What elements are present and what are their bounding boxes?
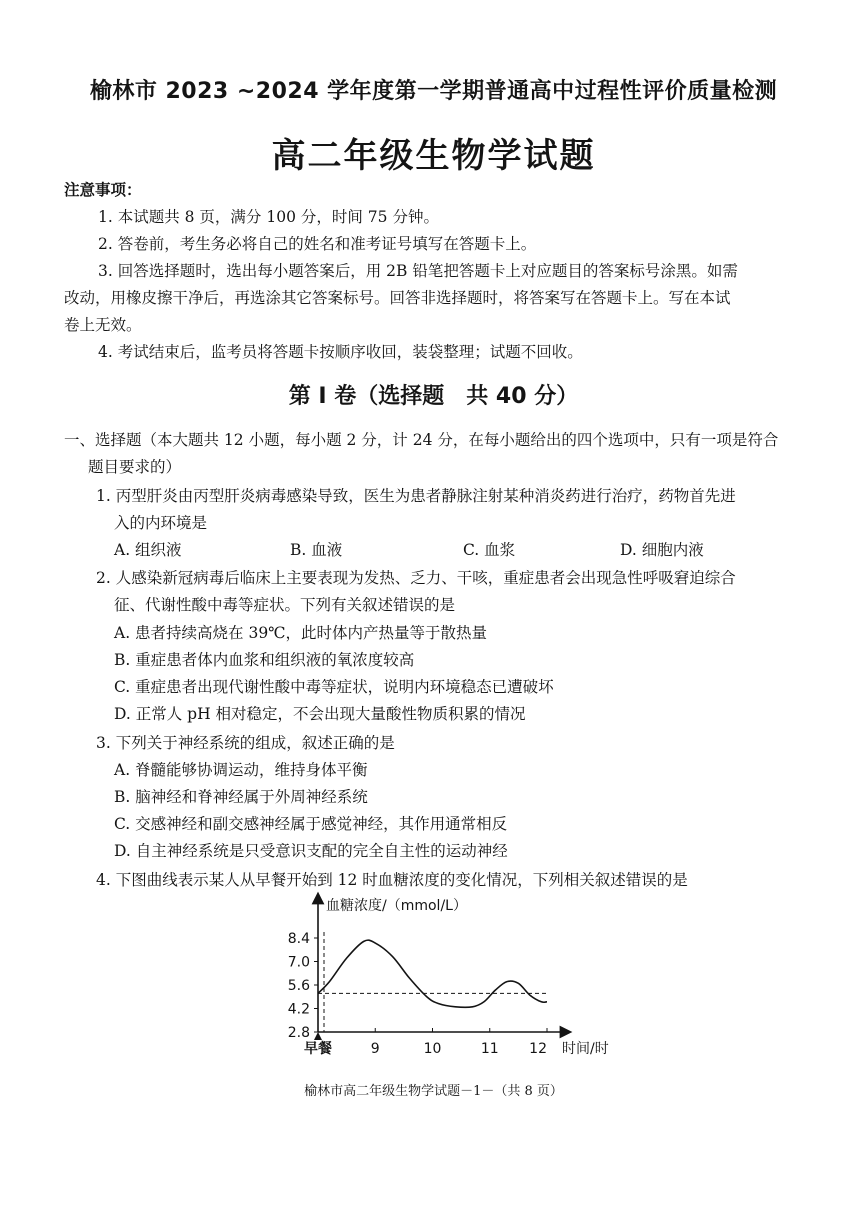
notice-item-2: 2. 答卷前，考生务必将自己的姓名和准考证号填写在答题卡上。: [98, 235, 537, 253]
question-4-stem: 4. 下图曲线表示某人从早餐开始到 12 时血糖浓度的变化情况，下列相关叙述错误的是: [96, 871, 688, 889]
question-1-option-c: C. 血浆: [463, 541, 516, 559]
x-tick-label: 9: [370, 1041, 380, 1057]
question-2-option-b: B. 重症患者体内血浆和组织液的氧浓度较高: [114, 651, 415, 669]
y-tick-label: 2.8: [287, 1025, 310, 1041]
question-3-option-a: A. 脊髓能够协调运动，维持身体平衡: [114, 761, 368, 779]
question-1-option-b: B. 血液: [290, 541, 343, 559]
notice-heading: 注意事项：: [64, 180, 142, 199]
y-tick-label: 8.4: [287, 931, 310, 947]
notice-item-1: 1. 本试题共 8 页，满分 100 分，时间 75 分钟。: [98, 208, 439, 226]
question-2-option-d: D. 正常人 pH 相对稳定，不会出现大量酸性物质积累的情况: [114, 705, 526, 723]
exam-title: 高二年级生物学试题: [271, 136, 596, 176]
question-1-stem-line-2: 入的内环境是: [114, 514, 208, 532]
y-tick-label: 7.0: [287, 954, 310, 971]
blood-glucose-chart: [262, 890, 622, 1068]
notice-item-3-line-1: 3. 回答选择题时，选出每小题答案后，用 2B 铅笔把答题卡上对应题目的答案标号涂黑。如需: [98, 262, 738, 280]
x-axis-label: 时间/时: [562, 1041, 609, 1057]
exam-header: 榆林市 2023 ~2024 学年度第一学期普通高中过程性评价质量检测: [89, 79, 778, 104]
section-title: 第 Ⅰ 卷（选择题 共 40 分）: [288, 384, 579, 409]
x-tick-label: 10: [423, 1041, 442, 1057]
question-3-option-d: D. 自主神经系统是只受意识支配的完全自主性的运动神经: [114, 842, 508, 860]
question-2-option-a: A. 患者持续高烧在 39℃，此时体内产热量等于散热量: [114, 624, 488, 642]
question-1-option-d: D. 细胞内液: [620, 541, 704, 559]
question-2-stem-line-2: 征、代谢性酸中毒等症状。下列有关叙述错误的是: [114, 596, 456, 614]
part1-instructions-line-2: 题目要求的）: [88, 458, 182, 476]
notice-item-3-line-2: 改动，用橡皮擦干净后，再选涂其它答案标号。回答非选择题时，将答案写在答题卡上。写在本试: [64, 289, 731, 307]
y-tick-label: 4.2: [287, 1001, 310, 1018]
y-axis-label: 血糖浓度/（mmol/L）: [326, 898, 467, 914]
part1-instructions-line-1: 一、选择题（本大题共 12 小题，每小题 2 分，计 24 分，在每小题给出的四个选项中，只有一项是符合: [64, 431, 779, 449]
question-3-option-b: B. 脑神经和脊神经属于外周神经系统: [114, 788, 368, 806]
x-tick-label: 12: [529, 1041, 547, 1057]
y-tick-label: 5.6: [287, 978, 310, 994]
x-tick-label: 早餐: [304, 1041, 332, 1057]
page-footer: 榆林市高二年级生物学试题－1－（共 8 页）: [304, 1084, 563, 1099]
glucose-curve-series: [318, 940, 547, 1007]
question-3-option-c: C. 交感神经和副交感神经属于感觉神经，其作用通常相反: [114, 815, 508, 833]
question-1-option-a: A. 组织液: [114, 541, 182, 559]
question-3-stem: 3. 下列关于神经系统的组成，叙述正确的是: [96, 734, 395, 752]
question-2-stem-line-1: 2. 人感染新冠病毒后临床上主要表现为发热、乏力、干咳，重症患者会出现急性呼吸窘迫综合: [96, 569, 736, 587]
question-2-option-c: C. 重症患者出现代谢性酸中毒等症状，说明内环境稳态已遭破坏: [114, 678, 554, 696]
x-tick-label: 11: [480, 1041, 499, 1057]
notice-item-3-line-3: 卷上无效。: [64, 316, 142, 334]
notice-item-4: 4. 考试结束后，监考员将答题卡按顺序收回，装袋整理；试题不回收。: [98, 343, 583, 361]
breakfast-arrow-icon: [314, 1032, 322, 1040]
y-tick-group: [288, 931, 318, 1041]
question-1-stem-line-1: 1. 丙型肝炎由丙型肝炎病毒感染导致，医生为患者静脉注射某种消炎药进行治疗，药物首先进: [96, 487, 736, 505]
